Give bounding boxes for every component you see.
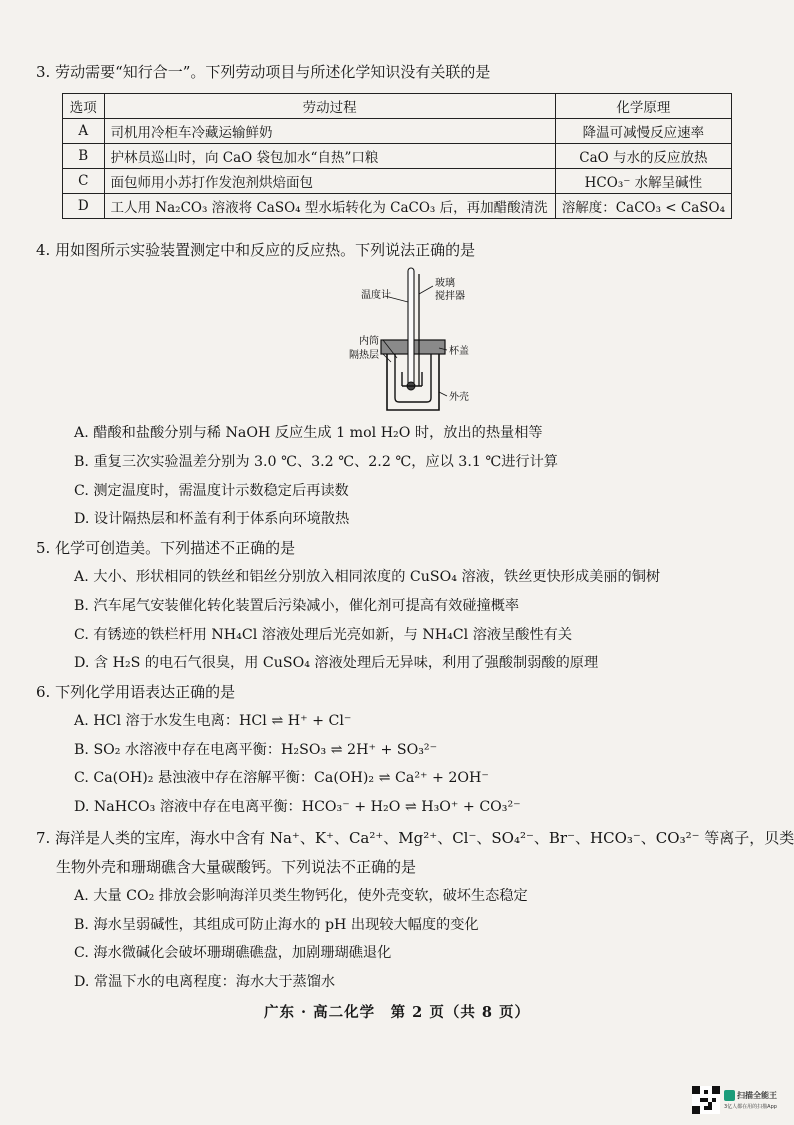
q6-option-c: C. Ca(OH)₂ 悬浊液中存在溶解平衡：Ca(OH)₂ ⇌ Ca²⁺ + 2OH⁻: [74, 770, 489, 786]
watermark-app-name: 扫描全能王: [737, 1091, 777, 1100]
q4-option-b: B. 重复三次实验温差分别为 3.0 ℃、3.2 ℃、2.2 ℃，应以 3.1 ℃进行计算: [74, 454, 558, 470]
q4-option-d: D. 设计隔热层和杯盖有利于体系向环境散热: [74, 511, 350, 527]
row-principle: CaO 与水的反应放热: [555, 144, 731, 169]
row-process: 司机用冷柜车冷藏运输鲜奶: [104, 119, 555, 144]
q6-option-d: D. NaHCO₃ 溶液中存在电离平衡：HCO₃⁻ + H₂O ⇌ H₃O⁺ + CO₃²⁻: [74, 799, 521, 815]
q3-stem: 3. 劳动需要“知行合一”。下列劳动项目与所述化学知识没有关联的是: [36, 63, 491, 81]
label-lid: 杯盖: [449, 346, 469, 357]
q7-option-c: C. 海水微碱化会破坏珊瑚礁礁盘，加剧珊瑚礁退化: [74, 945, 392, 961]
row-principle: 溶解度：CaCO₃ < CaSO₄: [555, 194, 731, 219]
row-principle: 降温可减慢反应速率: [555, 119, 731, 144]
label-shell: 外壳: [449, 392, 469, 403]
q5-option-c: C. 有锈迹的铁栏杆用 NH₄Cl 溶液处理后光亮如新，与 NH₄Cl 溶液呈酸性有关: [74, 627, 573, 643]
q3-table: [62, 93, 732, 219]
q5-stem: 5. 化学可创造美。下列描述不正确的是: [36, 539, 296, 557]
scanner-watermark: [692, 1083, 788, 1117]
q6-stem: 6. 下列化学用语表达正确的是: [36, 683, 236, 701]
label-insulation: 隔热层: [349, 350, 379, 361]
row-option: C: [63, 169, 105, 194]
q4-stem: 4. 用如图所示实验装置测定中和反应的反应热。下列说法正确的是: [36, 241, 476, 259]
q7-option-a: A. 大量 CO₂ 排放会影响海洋贝类生物钙化，使外壳变软，破坏生态稳定: [74, 888, 528, 904]
calorimeter-diagram: [349, 262, 505, 412]
table-row: [63, 194, 732, 219]
q7-option-d: D. 常温下水的电离程度：海水大于蒸馏水: [74, 974, 336, 990]
table-row: [63, 119, 732, 144]
row-principle: HCO₃⁻ 水解呈碱性: [555, 169, 731, 194]
q7-option-b: B. 海水呈弱碱性，其组成可防止海水的 pH 出现较大幅度的变化: [74, 917, 479, 933]
q6-option-b: B. SO₂ 水溶液中存在电离平衡：H₂SO₃ ⇌ 2H⁺ + SO₃²⁻: [74, 742, 438, 758]
header-principle: 化学原理: [555, 94, 731, 119]
q6-option-a: A. HCl 溶于水发生电离：HCl ⇌ H⁺ + Cl⁻: [74, 713, 352, 729]
label-inner: 内筒: [359, 336, 379, 347]
watermark-tagline: 3亿人都在用的扫描App: [724, 1104, 777, 1110]
q4-option-c: C. 测定温度时，需温度计示数稳定后再读数: [74, 483, 349, 499]
header-option: 选项: [63, 94, 105, 119]
scanner-logo-icon: [724, 1090, 735, 1101]
row-option: A: [63, 119, 105, 144]
q7-stem-line2: 生物外壳和珊瑚礁含大量碳酸钙。下列说法不正确的是: [56, 858, 417, 876]
qr-code-icon: [692, 1086, 720, 1114]
label-thermometer: 温度计: [361, 290, 391, 301]
label-stirrer-1: 玻璃: [435, 278, 455, 289]
q5-option-b: B. 汽车尾气安装催化转化装置后污染减小，催化剂可提高有效碰撞概率: [74, 598, 520, 614]
table-row: [63, 169, 732, 194]
page-footer: 广东 · 高二化学 第 2 页（共 8 页）: [263, 1004, 530, 1021]
row-option: D: [63, 194, 105, 219]
q7-stem-line1: 7. 海洋是人类的宝库，海水中含有 Na⁺、K⁺、Ca²⁺、Mg²⁺、Cl⁻、SO₄²⁻、Br⁻、HCO₃⁻、CO₃²⁻ 等离子，贝类: [36, 829, 794, 847]
q5-option-a: A. 大小、形状相同的铁丝和铝丝分别放入相同浓度的 CuSO₄ 溶液，铁丝更快形成美丽的铜树: [74, 569, 661, 585]
row-process: 面包师用小苏打作发泡剂烘焙面包: [104, 169, 555, 194]
row-process: 护林员巡山时，向 CaO 袋包加水“自热”口粮: [104, 144, 555, 169]
q4-option-a: A. 醋酸和盐酸分别与稀 NaOH 反应生成 1 mol H₂O 时，放出的热量相等: [74, 425, 543, 441]
q5-option-d: D. 含 H₂S 的电石气很臭，用 CuSO₄ 溶液处理后无异味，利用了强酸制弱酸的原理: [74, 655, 599, 671]
table-row: [63, 144, 732, 169]
row-option: B: [63, 144, 105, 169]
table-header-row: [63, 94, 732, 119]
watermark-text: [724, 1090, 777, 1110]
thermometer-shape: [408, 268, 414, 386]
label-stirrer-2: 搅拌器: [435, 291, 465, 302]
header-process: 劳动过程: [104, 94, 555, 119]
row-process: 工人用 Na₂CO₃ 溶液将 CaSO₄ 型水垢转化为 CaCO₃ 后，再加醋酸清洗: [104, 194, 555, 219]
